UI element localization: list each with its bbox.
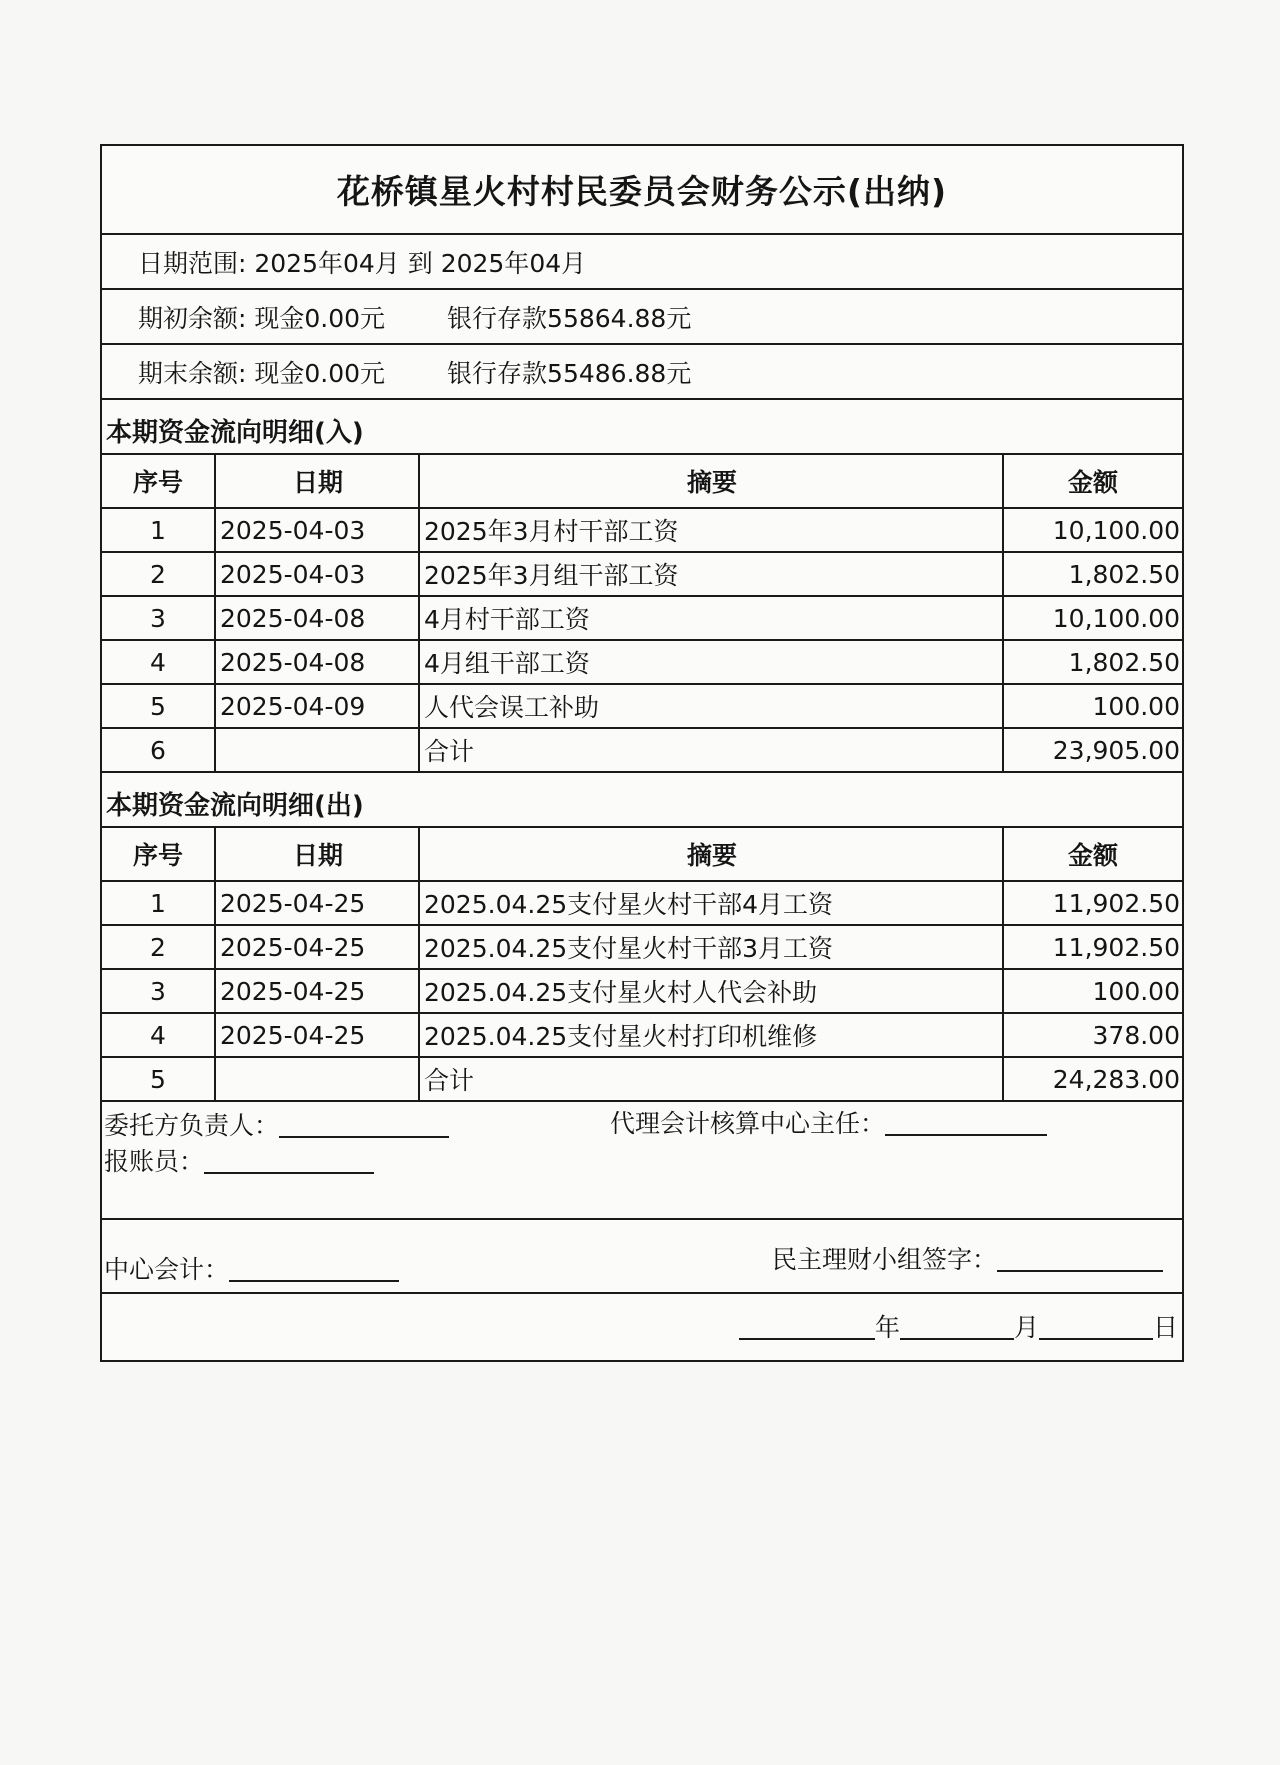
row-no: 3 xyxy=(102,969,215,1013)
table-row xyxy=(102,596,1182,640)
opening-balance-row xyxy=(102,290,1182,345)
col-no-header: 序号 xyxy=(102,828,215,881)
finance-group-signature-line xyxy=(997,1269,1163,1272)
month-line xyxy=(900,1337,1014,1340)
income-table xyxy=(102,455,1182,773)
row-no: 5 xyxy=(102,684,215,728)
row-summary: 2025.04.25支付星火村人代会补助 xyxy=(419,969,1003,1013)
date-range: 日期范围: 2025年04月 到 2025年04月 xyxy=(138,248,587,278)
income-heading: 本期资金流向明细(入) xyxy=(106,418,364,448)
title-row xyxy=(102,146,1182,235)
table-row xyxy=(102,728,1182,772)
col-amount-header: 金额 xyxy=(1003,455,1182,508)
client-head-label: 委托方负责人： xyxy=(104,1111,280,1140)
income-heading-row xyxy=(102,400,1182,455)
row-summary: 4月村干部工资 xyxy=(419,596,1003,640)
col-summary-header: 摘要 xyxy=(419,828,1003,881)
row-no: 6 xyxy=(102,728,215,772)
expense-heading-row xyxy=(102,773,1182,828)
finance-disclosure-sheet xyxy=(100,144,1184,1362)
page-title: 花桥镇星火村村民委员会财务公示(出纳) xyxy=(336,172,948,211)
year-label: 年 xyxy=(874,1313,900,1342)
finance-group-label: 民主理财小组签字： xyxy=(772,1245,998,1274)
row-date: 2025-04-08 xyxy=(215,596,419,640)
table-row xyxy=(102,1057,1182,1101)
row-no: 5 xyxy=(102,1057,215,1101)
row-date: 2025-04-03 xyxy=(215,508,419,552)
closing-bank: 银行存款55486.88元 xyxy=(447,358,692,388)
row-summary: 2025.04.25支付星火村打印机维修 xyxy=(419,1013,1003,1057)
row-amount: 24,283.00 xyxy=(1003,1057,1182,1101)
row-date: 2025-04-25 xyxy=(215,925,419,969)
table-row xyxy=(102,552,1182,596)
date-range-row xyxy=(102,235,1182,290)
row-date: 2025-04-03 xyxy=(215,552,419,596)
table-row xyxy=(102,1013,1182,1057)
row-summary: 人代会误工补助 xyxy=(419,684,1003,728)
row-amount: 10,100.00 xyxy=(1003,508,1182,552)
date-sign-row xyxy=(102,1294,1182,1360)
center-director-label: 代理会计核算中心主任： xyxy=(610,1109,886,1138)
closing-cash: 期末余额: 现金0.00元 xyxy=(138,358,386,388)
row-no: 1 xyxy=(102,881,215,925)
row-no: 4 xyxy=(102,1013,215,1057)
row-amount: 100.00 xyxy=(1003,969,1182,1013)
row-date xyxy=(215,1057,419,1101)
table-row xyxy=(102,881,1182,925)
reimburser-signature-line xyxy=(204,1171,374,1174)
row-date: 2025-04-08 xyxy=(215,640,419,684)
row-date: 2025-04-25 xyxy=(215,881,419,925)
row-summary: 2025年3月村干部工资 xyxy=(419,508,1003,552)
opening-bank: 银行存款55864.88元 xyxy=(447,303,692,333)
signature-row-2 xyxy=(102,1220,1182,1294)
opening-cash: 期初余额: 现金0.00元 xyxy=(138,303,386,333)
row-summary: 2025.04.25支付星火村干部3月工资 xyxy=(419,925,1003,969)
row-amount: 11,902.50 xyxy=(1003,925,1182,969)
col-amount-header: 金额 xyxy=(1003,828,1182,881)
day-line xyxy=(1039,1337,1153,1340)
table-row xyxy=(102,969,1182,1013)
row-no: 2 xyxy=(102,552,215,596)
month-label: 月 xyxy=(1013,1313,1039,1342)
row-no: 2 xyxy=(102,925,215,969)
table-row xyxy=(102,925,1182,969)
day-label: 日 xyxy=(1152,1313,1178,1342)
col-summary-header: 摘要 xyxy=(419,455,1003,508)
row-amount: 11,902.50 xyxy=(1003,881,1182,925)
row-summary: 2025年3月组干部工资 xyxy=(419,552,1003,596)
row-amount: 23,905.00 xyxy=(1003,728,1182,772)
row-date: 2025-04-09 xyxy=(215,684,419,728)
col-date-header: 日期 xyxy=(215,455,419,508)
center-accountant-signature-line xyxy=(229,1279,399,1282)
expense-table xyxy=(102,828,1182,1102)
year-line xyxy=(739,1337,875,1340)
table-row xyxy=(102,684,1182,728)
center-director-signature-line xyxy=(885,1133,1047,1136)
col-date-header: 日期 xyxy=(215,828,419,881)
row-amount: 1,802.50 xyxy=(1003,552,1182,596)
signature-row-1 xyxy=(102,1102,1182,1220)
expense-header-row xyxy=(102,828,1182,881)
row-summary: 合计 xyxy=(419,728,1003,772)
closing-balance-row xyxy=(102,345,1182,400)
table-row xyxy=(102,508,1182,552)
row-amount: 100.00 xyxy=(1003,684,1182,728)
col-no-header: 序号 xyxy=(102,455,215,508)
row-no: 3 xyxy=(102,596,215,640)
row-amount: 10,100.00 xyxy=(1003,596,1182,640)
row-date xyxy=(215,728,419,772)
row-date: 2025-04-25 xyxy=(215,1013,419,1057)
row-amount: 378.00 xyxy=(1003,1013,1182,1057)
row-amount: 1,802.50 xyxy=(1003,640,1182,684)
row-no: 1 xyxy=(102,508,215,552)
row-date: 2025-04-25 xyxy=(215,969,419,1013)
client-head-signature-line xyxy=(279,1135,449,1138)
reimburser-label: 报账员： xyxy=(104,1147,205,1176)
income-header-row xyxy=(102,455,1182,508)
row-summary: 合计 xyxy=(419,1057,1003,1101)
center-accountant-label: 中心会计： xyxy=(104,1255,230,1284)
row-summary: 2025.04.25支付星火村干部4月工资 xyxy=(419,881,1003,925)
row-no: 4 xyxy=(102,640,215,684)
table-row xyxy=(102,640,1182,684)
row-summary: 4月组干部工资 xyxy=(419,640,1003,684)
expense-heading: 本期资金流向明细(出) xyxy=(106,791,364,821)
